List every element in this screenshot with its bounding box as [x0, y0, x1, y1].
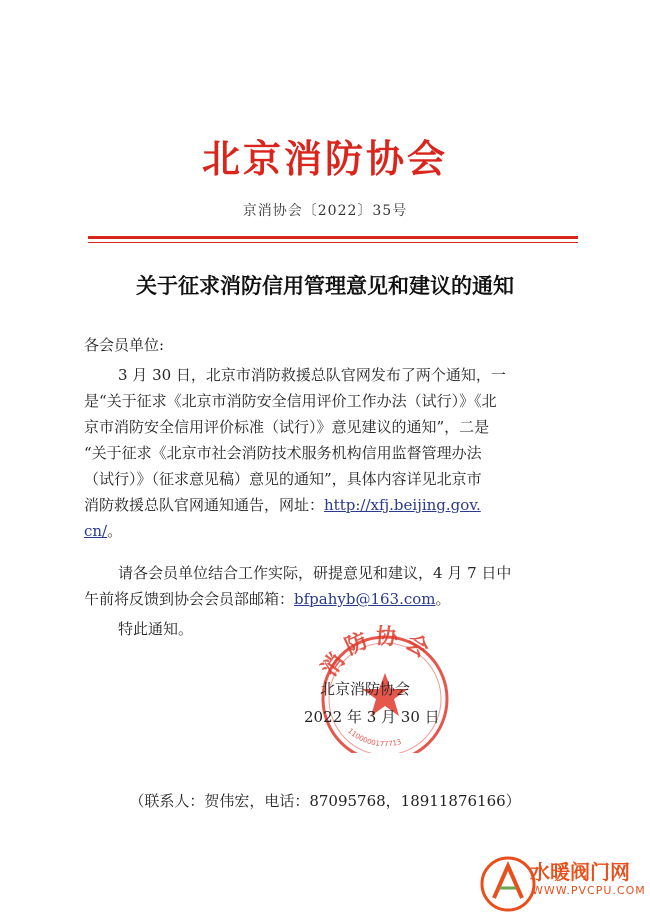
watermark-title: 水暖阀门网 — [530, 860, 630, 884]
paragraph-1-line-3: 京市消防安全信用评价标准（试行）》意见建议的通知”，二是 — [84, 418, 490, 436]
paragraph-2-line-2 — [84, 586, 451, 612]
paragraph-2-line-1: 请各会员单位结合工作实际，研提意见和建议，4 月 7 日中 — [118, 564, 512, 582]
sentence-end: 。 — [435, 590, 451, 608]
header-divider-thick — [88, 236, 578, 239]
sentence-end: 。 — [107, 522, 123, 540]
watermark-url: WWW.PVCPU.COM — [532, 884, 646, 897]
contact-info: （联系人：贺伟宏，电话：87095768，18911876166） — [129, 792, 521, 810]
seal-code: 1100000177713 — [346, 726, 403, 749]
header-divider-thin — [88, 242, 578, 243]
svg-text:1100000177713 — [346, 727, 402, 748]
salutation: 各会员单位: — [84, 336, 165, 354]
email-link[interactable]: bfpahyb@163.com — [294, 590, 436, 608]
document-number: 京消协会〔2022〕35号 — [242, 203, 408, 219]
paragraph-1-line-1: 3 月 30 日，北京市消防救援总队官网发布了两个通知，一 — [118, 366, 506, 384]
paragraph-1-line-2: 是“关于征求《北京市消防安全信用评价工作办法（试行）》《北 — [84, 392, 497, 410]
paragraph-1-line-5: （试行）》（征求意见稿）意见的通知”，具体内容详见北京市 — [84, 470, 482, 488]
seal-text: 消防协会 — [317, 625, 438, 682]
paragraph-1-line-4: “关于征求《北京市社会消防技术服务机构信用监督管理办法 — [84, 444, 482, 462]
notice-title: 关于征求消防信用管理意见和建议的通知 — [136, 274, 514, 298]
signature-org: 北京消防协会 — [320, 680, 411, 698]
closing-line: 特此通知。 — [118, 620, 194, 638]
paragraph-1-line-6 — [84, 492, 481, 518]
org-header-title: 北京消防协会 — [201, 137, 448, 181]
email-label: 午前将反馈到协会会员部邮箱： — [84, 590, 295, 608]
website-label: 消防救援总队官网通知通告，网址： — [84, 496, 325, 514]
svg-text:消防协会 — [316, 625, 438, 681]
notice-body — [84, 332, 584, 652]
paragraph-1-line-7 — [84, 518, 122, 544]
website-link[interactable]: http://xfj.beijing.gov. — [324, 496, 481, 514]
website-link-continued[interactable]: cn/ — [84, 522, 108, 540]
signature-date: 2022 年 3 月 30 日 — [304, 708, 440, 726]
